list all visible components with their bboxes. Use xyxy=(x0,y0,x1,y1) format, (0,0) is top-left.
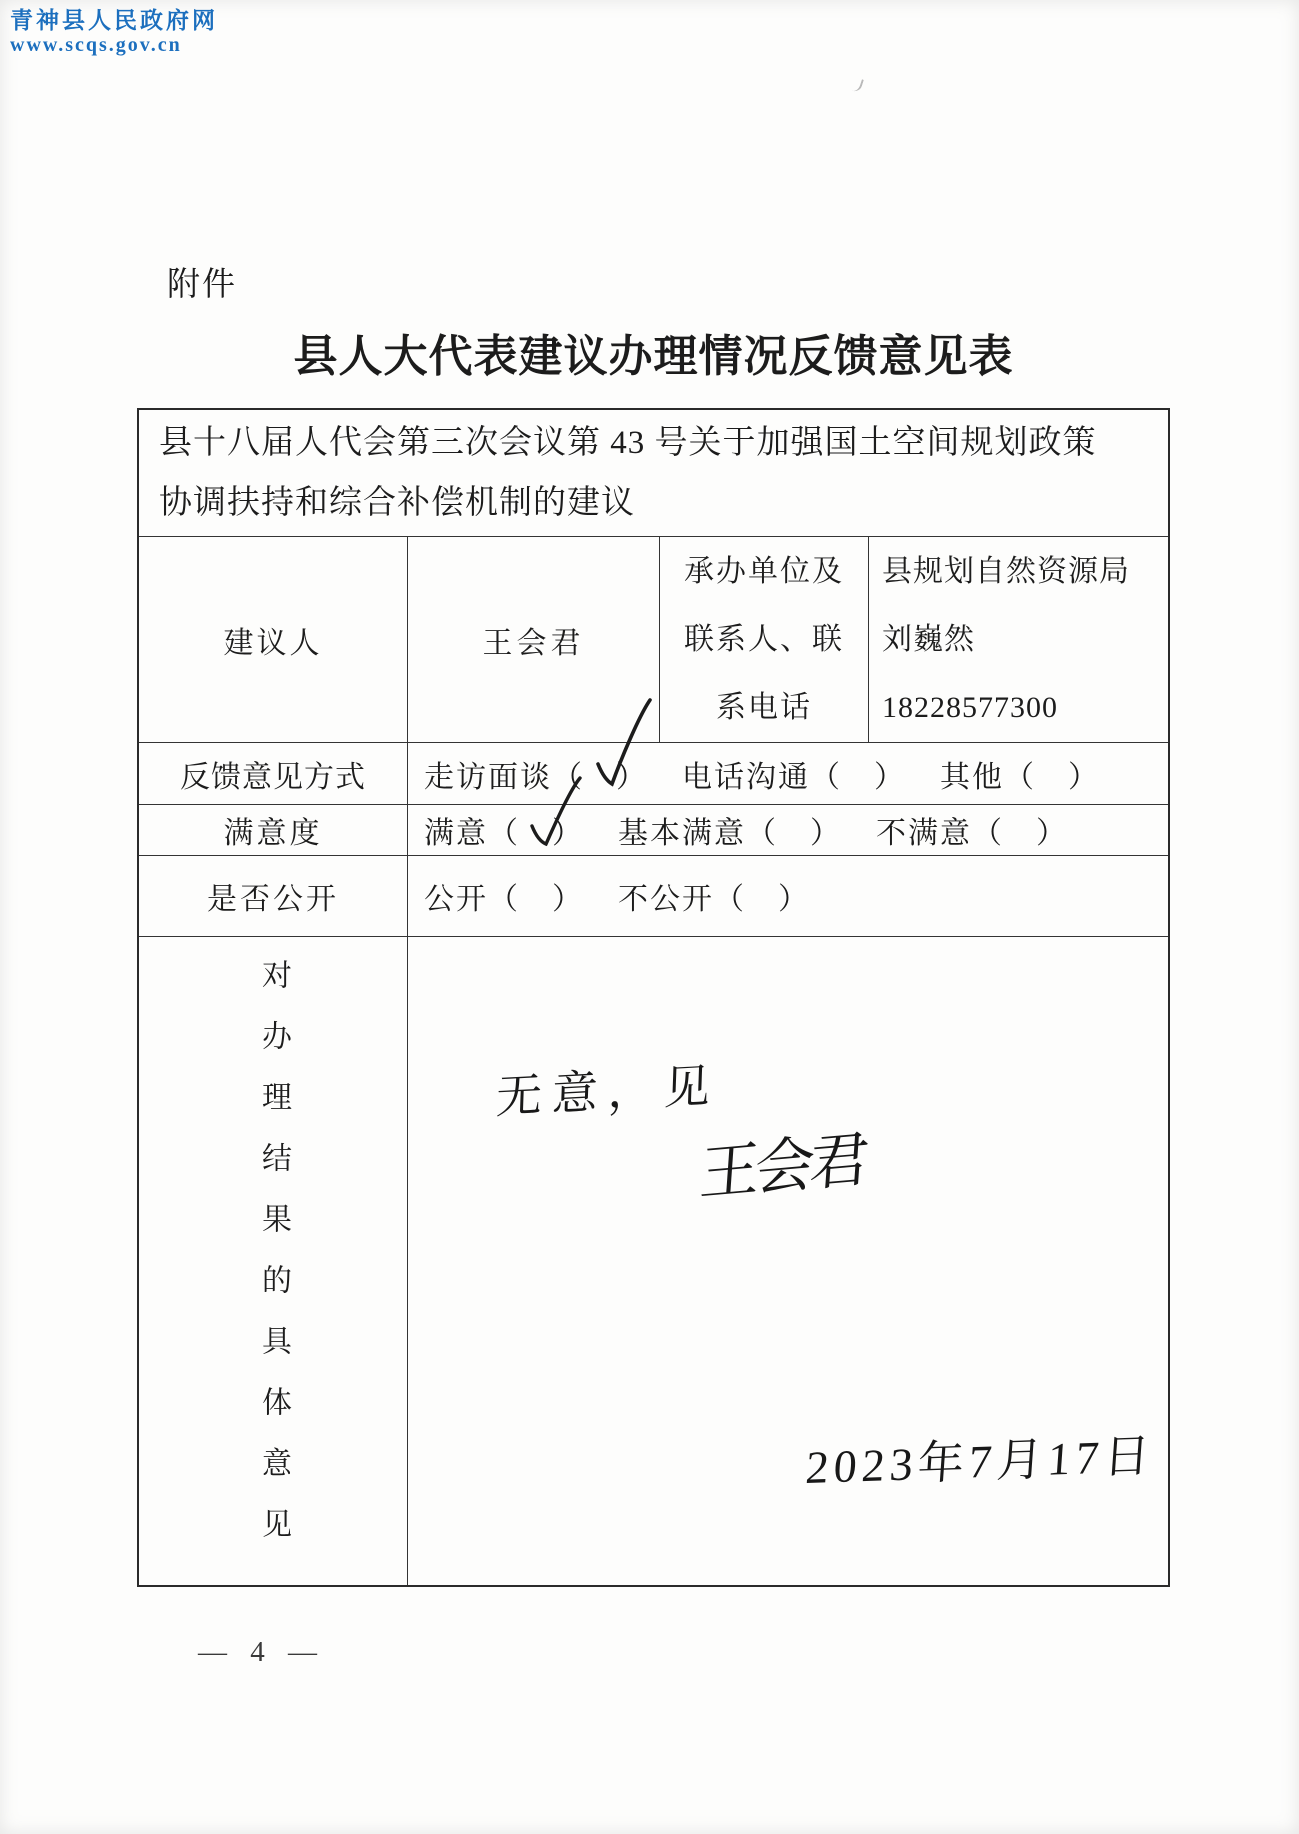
attachment-label: 附件 xyxy=(167,267,237,303)
handwritten-comment: 无意，见 xyxy=(495,1060,721,1123)
option-visit-interview xyxy=(424,752,648,796)
site-watermark-url: www.scqs.gov.cn xyxy=(10,34,182,57)
opinion-body-cell xyxy=(408,937,1168,1585)
site-watermark-name: 青神县人民政府网 xyxy=(10,8,218,33)
satisfaction-label: 满意度 xyxy=(139,805,408,855)
undertaker-label-line: 联系人、联 xyxy=(684,622,844,656)
satisfaction-options xyxy=(408,805,1168,855)
undertaker-label xyxy=(660,537,869,742)
scan-artifact xyxy=(850,77,864,93)
option-not-satisfied xyxy=(876,808,1068,852)
option-visit-interview-text: 走访面谈（ ） xyxy=(424,760,648,794)
option-other-text: 其他（ ） xyxy=(940,760,1100,794)
undertaker-org: 县规划自然资源局 xyxy=(882,554,1130,588)
handwritten-date: 2023年7月17日 xyxy=(804,1429,1157,1494)
option-satisfied-text: 满意（ ） xyxy=(424,817,584,850)
option-other xyxy=(940,752,1100,796)
site-watermark xyxy=(10,8,218,57)
subject-line-1: 县十八届人代会第三次会议第 43 号关于加强国土空间规划政策 xyxy=(159,425,1097,461)
option-phone-communication-text: 电话沟通（ ） xyxy=(682,760,906,794)
option-phone-communication xyxy=(682,752,906,796)
page-number: — 4 — xyxy=(198,1636,325,1668)
undertaker-info xyxy=(869,537,1168,742)
table-row-disclosure xyxy=(139,856,1168,937)
undertaker-contact: 刘巍然 xyxy=(882,622,975,656)
feedback-method-options xyxy=(408,743,1168,804)
handwritten-signature: 王会君 xyxy=(697,1126,867,1208)
option-not-public-text: 不公开（ ） xyxy=(618,883,810,916)
undertaker-phone: 18228577300 xyxy=(882,690,1058,724)
option-satisfied xyxy=(424,808,584,852)
table-row-satisfaction xyxy=(139,805,1168,856)
table-row-parties xyxy=(139,537,1168,743)
page-title: 县人大代表建议办理情况反馈意见表 xyxy=(293,332,1014,381)
table-row-subject xyxy=(139,410,1168,537)
feedback-method-label: 反馈意见方式 xyxy=(139,743,408,804)
subject-line-2: 协调扶持和综合补偿机制的建议 xyxy=(159,485,635,521)
proposer-label: 建议人 xyxy=(139,537,408,742)
opinion-label-cell xyxy=(139,937,408,1585)
undertaker-label-line: 承办单位及 xyxy=(684,554,844,588)
option-basically-satisfied-text: 基本满意（ ） xyxy=(618,817,842,850)
proposer-name: 王会君 xyxy=(408,537,660,742)
option-not-satisfied-text: 不满意（ ） xyxy=(876,817,1068,850)
option-public xyxy=(424,874,584,918)
feedback-form-table xyxy=(137,408,1170,1587)
option-public-text: 公开（ ） xyxy=(424,883,584,916)
undertaker-label-line: 系电话 xyxy=(716,690,812,724)
option-basically-satisfied xyxy=(618,808,842,852)
opinion-vertical-label: 对办理结果的具体意见 xyxy=(257,959,290,1569)
option-not-public xyxy=(618,874,810,918)
disclosure-options xyxy=(408,856,1168,936)
disclosure-label: 是否公开 xyxy=(139,856,408,936)
table-row-feedback-method xyxy=(139,743,1168,805)
table-row-opinion xyxy=(139,937,1168,1585)
